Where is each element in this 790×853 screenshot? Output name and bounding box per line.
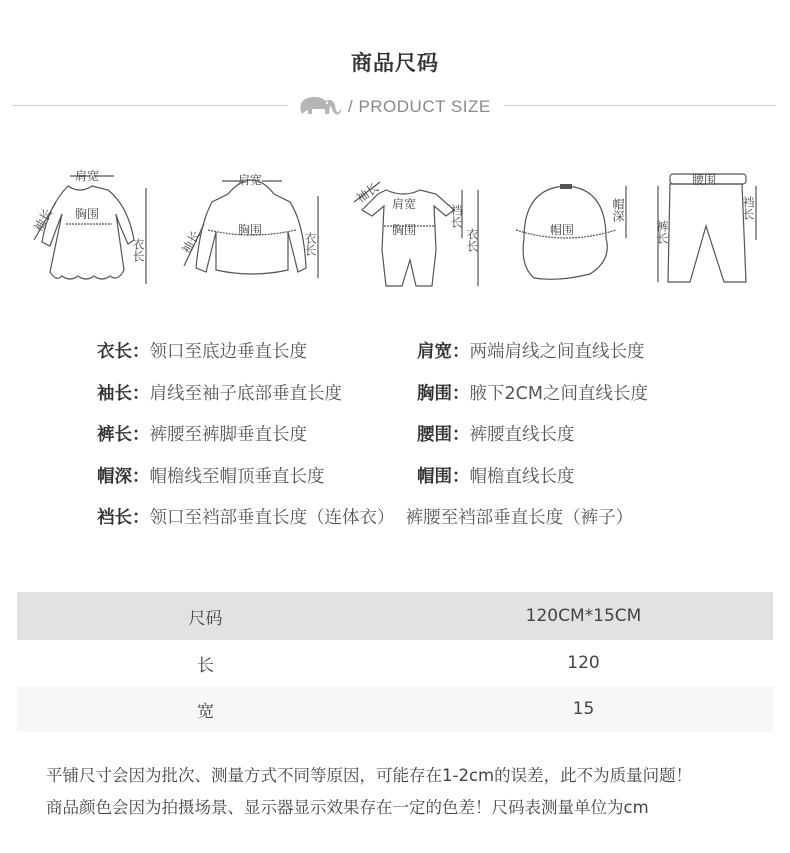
dress-diagram [28,166,158,294]
subtitle: / PRODUCT SIZE [348,97,491,116]
definition-item [97,338,417,363]
romper-sleeve-label: 袖长 [353,180,382,206]
definition-row [97,455,737,497]
definition-row [97,413,737,455]
definition-item [97,463,417,488]
definition-row [97,496,737,538]
definition-term: 帽深： [97,466,150,487]
definition-item [417,421,737,446]
definition-text: 肩线至袖子底部垂直长度 [149,383,342,404]
pants-length-label: 裤长 [655,220,669,244]
definition-text: 裤腰直线长度 [469,425,575,446]
hoodie-chest-label: 胸围 [238,223,263,237]
hoodie-shoulder-label: 肩宽 [238,173,263,187]
hoodie-diagram [178,168,328,296]
definition-text: 帽檐直线长度 [469,466,575,487]
measurement-definitions [97,330,737,538]
romper-chest-label: 胸围 [392,223,417,237]
pants-waist-label: 腰围 [692,173,717,187]
notes [46,760,692,824]
table-header-row [17,592,773,640]
definition-term: 胸围： [417,383,470,404]
dress-length-label: 衣长 [131,238,145,262]
definition-text: 裤腰至裤脚垂直长度 [149,425,307,446]
definition-text: 领口至裆部垂直长度（连体衣） 裤腰至裆部垂直长度（裤子） [149,508,634,529]
divider-left [12,105,288,106]
romper-shoulder-label: 肩宽 [392,197,417,211]
definition-item [97,504,633,529]
table-header-cell: 120CM*15CM [525,606,642,626]
size-table [17,592,773,732]
pants-diagram [650,172,770,290]
definition-term: 裆长： [97,508,150,529]
hat-depth-label: 帽深 [611,198,625,222]
pants-rise-label: 裆长 [741,196,755,220]
definition-term: 袖长： [97,383,150,404]
definition-text: 两端肩线之间直线长度 [469,342,645,363]
definition-item [417,380,737,405]
definition-term: 腰围： [417,425,470,446]
definition-term: 衣长： [97,342,150,363]
romper-length-label: 衣长 [465,228,479,252]
hoodie-length-label: 衣长 [303,232,317,256]
definition-text: 腋下2CM之间直线长度 [469,383,648,404]
dress-chest-label: 胸围 [75,207,100,221]
definition-term: 帽围： [417,466,470,487]
table-row [17,686,773,732]
definition-row [97,372,737,414]
table-cell: 长 [197,655,214,676]
hat-diagram [510,182,640,292]
table-header-cell: 尺码 [188,608,223,629]
note-line: 商品颜色会因为拍摄场景、显示器显示效果存在一定的色差！尺码表测量单位为cm [46,798,649,817]
romper-diagram [350,176,500,294]
dress-sleeve-label: 袖长 [30,206,56,235]
hoodie-sleeve-label: 袖长 [178,228,204,257]
definition-item [417,338,737,363]
definition-item [97,380,417,405]
romper-rise-label: 裆长 [449,204,463,228]
definition-term: 裤长： [97,425,150,446]
page-title: 商品尺码 [351,51,439,75]
definition-text: 帽檐线至帽顶垂直长度 [149,466,325,487]
definition-item [417,463,737,488]
dress-shoulder-label: 肩宽 [75,169,100,183]
table-cell: 120 [567,653,600,673]
definition-text: 领口至底边垂直长度 [149,342,307,363]
hat-circumference-label: 帽围 [550,223,575,237]
subtitle-group [296,93,491,121]
note-line: 平铺尺寸会因为批次、测量方式不同等原因，可能存在1-2cm的误差，此不为质量问题！ [46,766,693,785]
definition-row [97,330,737,372]
measurement-illustrations [0,160,790,295]
table-cell: 宽 [197,701,214,722]
definition-item [97,421,417,446]
definition-term: 肩宽： [417,342,470,363]
table-row [17,640,773,686]
divider-right [504,105,776,106]
elephant-icon [296,94,342,120]
table-cell: 15 [572,699,595,719]
